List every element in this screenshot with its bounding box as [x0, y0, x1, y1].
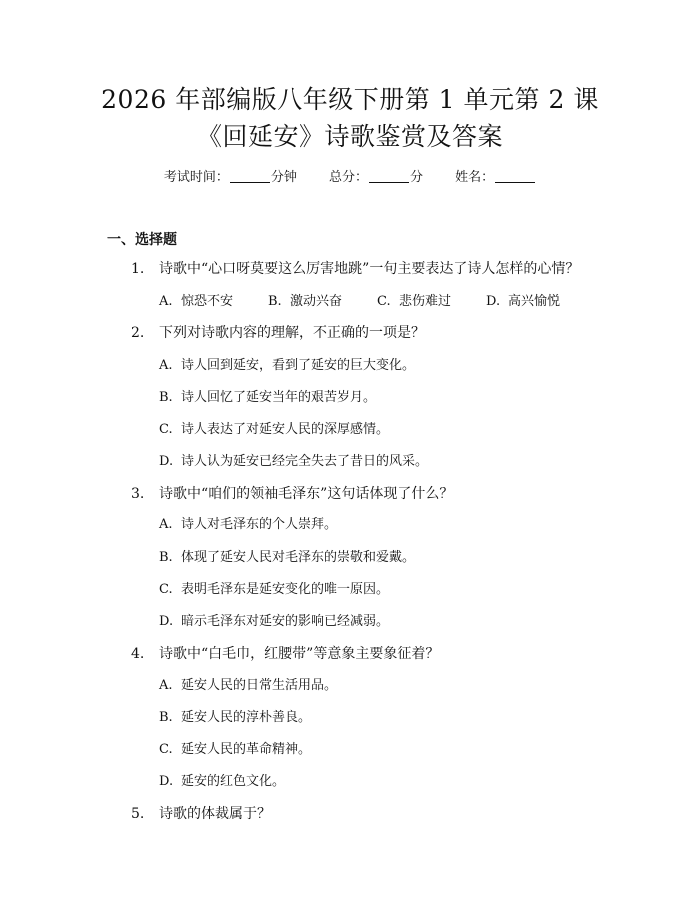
page-title-line-1: 2026 年部编版八年级下册第 1 单元第 2 课: [101, 85, 599, 114]
option-letter: D.: [159, 454, 174, 469]
question-number: 1.: [131, 261, 145, 277]
option-letter: D.: [486, 294, 501, 309]
option-text: 诗人回到延安，看到了延安的巨大变化。: [181, 358, 416, 373]
option-letter: C.: [159, 422, 173, 437]
option-text: 体现了延安人民对毛泽东的崇敬和爱戴。: [181, 550, 416, 565]
option-text: 惊恐不安: [181, 294, 234, 309]
question-number: 4.: [131, 646, 145, 662]
option-text: 暗示毛泽东对延安的影响已经减弱。: [181, 614, 390, 629]
name-blank: [495, 170, 535, 183]
exam-meta: [0, 168, 700, 188]
question-2: [131, 323, 425, 343]
option-text: 表明毛泽东是延安变化的唯一原因。: [181, 582, 390, 597]
option-letter: B.: [159, 710, 173, 725]
option-text: 诗人回忆了延安当年的艰苦岁月。: [181, 390, 377, 405]
question-2-option-a: [159, 356, 415, 376]
question-4: [131, 644, 439, 664]
option-text: 延安的红色文化。: [181, 774, 286, 789]
question-2-option-b: [159, 388, 376, 408]
question-3-option-c: [159, 580, 389, 600]
time-label: 考试时间：: [163, 170, 229, 185]
question-1: [131, 259, 579, 279]
question-text: 下列对诗歌内容的理解，不正确的一项是？: [159, 325, 425, 341]
question-2-option-c: [159, 420, 389, 440]
option-letter: C.: [159, 742, 173, 757]
option-letter: C.: [377, 294, 391, 309]
option-text: 诗人表达了对延安人民的深厚感情。: [181, 422, 390, 437]
option-letter: D.: [159, 614, 174, 629]
question-3: [131, 484, 453, 504]
time-blank: [230, 170, 270, 183]
question-text: 诗歌中“白毛巾，红腰带”等意象主要象征着？: [159, 646, 440, 662]
time-field: [164, 170, 301, 185]
section-heading: 一、选择题: [107, 232, 177, 248]
option-letter: B.: [159, 390, 173, 405]
question-4-option-d: [159, 772, 285, 792]
option-text: 悲伤难过: [399, 294, 452, 309]
question-2-option-d: [159, 452, 428, 472]
time-unit: 分钟: [270, 170, 297, 185]
question-4-option-b: [159, 708, 311, 728]
question-text: 诗歌的体裁属于？: [159, 806, 271, 822]
option-text: 延安人民的日常生活用品。: [181, 678, 338, 693]
option-text: 诗人认为延安已经完全失去了昔日的风采。: [181, 454, 429, 469]
score-unit: 分: [410, 170, 424, 185]
question-3-option-a: [159, 515, 337, 535]
question-5: [131, 804, 271, 824]
option-letter: B.: [159, 550, 173, 565]
option-text: 高兴愉悦: [508, 294, 561, 309]
option-letter: A.: [159, 517, 173, 532]
option-text: 延安人民的革命精神。: [181, 742, 312, 757]
option-letter: A.: [159, 678, 173, 693]
name-field: [455, 170, 536, 185]
option-letter: D.: [159, 774, 174, 789]
option-c: [377, 292, 486, 312]
question-text: 诗歌中“咱们的领袖毛泽东”这句话体现了什么？: [159, 486, 454, 502]
option-b: [268, 292, 377, 312]
score-field: [329, 170, 427, 185]
option-text: 延安人民的淳朴善良。: [181, 710, 312, 725]
option-a: [159, 292, 268, 312]
option-letter: A.: [159, 358, 173, 373]
option-letter: C.: [159, 582, 173, 597]
question-number: 2.: [131, 325, 145, 341]
question-4-option-c: [159, 740, 311, 760]
question-number: 3.: [131, 486, 145, 502]
question-1-options: [159, 292, 595, 312]
page-title-line-2: 《回延安》诗歌鉴赏及答案: [196, 122, 503, 151]
option-letter: B.: [268, 294, 282, 309]
question-3-option-d: [159, 612, 389, 632]
question-3-option-b: [159, 548, 415, 568]
option-letter: A.: [159, 294, 173, 309]
score-blank: [369, 170, 409, 183]
option-text: 激动兴奋: [290, 294, 343, 309]
name-label: 姓名：: [455, 170, 495, 185]
option-text: 诗人对毛泽东的个人崇拜。: [181, 517, 338, 532]
score-label: 总分：: [328, 170, 368, 185]
question-number: 5.: [131, 806, 145, 822]
option-d: [486, 292, 595, 312]
question-4-option-a: [159, 676, 337, 696]
question-text: 诗歌中“心口呀莫要这么厉害地跳”一句主要表达了诗人怎样的心情？: [159, 261, 580, 277]
